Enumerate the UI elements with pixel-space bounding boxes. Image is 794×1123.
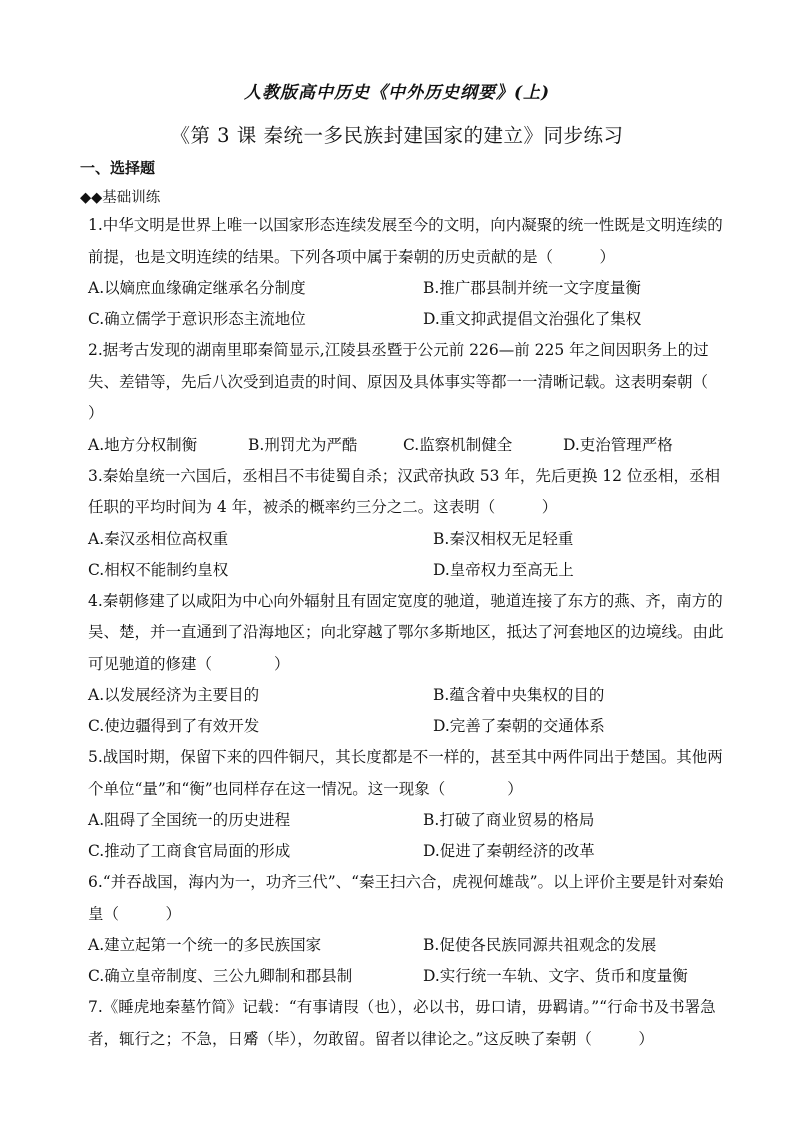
option-d[interactable]: D.促进了秦朝经济的改革 xyxy=(423,842,595,860)
option-a[interactable]: A.阻碍了全国统一的历史进程 xyxy=(88,811,291,829)
series-title: 人教版高中历史《中外历史纲要》(上) xyxy=(243,83,551,103)
section-heading: 一、选择题 xyxy=(80,159,156,177)
option-b[interactable]: B.促使各民族同源共祖观念的发展 xyxy=(423,936,657,954)
option-group xyxy=(88,430,728,461)
option-b[interactable]: B.刑罚尤为严酷 xyxy=(248,435,358,454)
subsection-heading: ◆◆基础训练 xyxy=(80,190,161,206)
option-c[interactable]: C.监察机制健全 xyxy=(403,435,513,454)
option-b[interactable]: B.打破了商业贸易的格局 xyxy=(423,811,595,829)
question-stem: 3.秦始皇统一六国后，丞相吕不韦徒蜀自杀；汉武帝执政 53 年，先后更换 12 位丞相，丞相任职的平均时间为 4 年，被杀的概率约三分之二。这表明（ ） xyxy=(88,466,720,516)
option-a[interactable]: A.以发展经济为主要目的 xyxy=(88,686,260,704)
question-stem: 5.战国时期，保留下来的四件铜尺，其长度都是不一样的，甚至其中两件同出于楚国。其他两个单位“量”和“衡”也同样存在这一情况。这一现象（ ） xyxy=(88,748,723,798)
option-a[interactable]: A.地方分权制衡 xyxy=(88,435,198,454)
question-6 xyxy=(88,867,728,992)
option-c[interactable]: C.确立皇帝制度、三公九卿制和郡县制 xyxy=(88,967,353,985)
option-d[interactable]: D.吏治管理严格 xyxy=(563,435,673,454)
question-3 xyxy=(88,461,728,586)
option-c[interactable]: C.相权不能制约皇权 xyxy=(88,560,229,579)
option-group xyxy=(88,273,728,335)
question-7 xyxy=(88,992,728,1055)
option-b[interactable]: B.蕴含着中央集权的目的 xyxy=(433,686,605,704)
lesson-title: 《第 3 课 秦统一多民族封建国家的建立》同步练习 xyxy=(170,124,624,147)
question-list xyxy=(88,210,755,1055)
question-4 xyxy=(88,586,728,743)
question-stem: 7.《睡虎地秦墓竹简》记载：“有事请叚（也），必以书，毋口请，毋羁请。”“行命书及书署急者，辄行之；不急，日觱（毕），勿敢留。留者以律论之。”这反映了秦朝（ ） xyxy=(88,998,716,1048)
option-group xyxy=(88,680,728,742)
question-2 xyxy=(88,335,755,461)
option-a[interactable]: A.建立起第一个统一的多民族国家 xyxy=(88,936,322,954)
option-group xyxy=(88,805,728,867)
option-b[interactable]: B.秦汉相权无足轻重 xyxy=(433,529,574,548)
option-group xyxy=(88,524,728,586)
option-d[interactable]: D.重文抑武提倡文治强化了集权 xyxy=(423,310,642,328)
option-d[interactable]: D.皇帝权力至高无上 xyxy=(433,560,574,579)
option-d[interactable]: D.完善了秦朝的交通体系 xyxy=(433,717,605,735)
question-stem: 1.中华文明是世界上唯一以国家形态连续发展至今的文明，向内凝聚的统一性既是文明连续的前提，也是文明连续的结果。下列各项中属于秦朝的历史贡献的是（ ） xyxy=(88,216,723,266)
question-stem: 2.据考古发现的湖南里耶秦简显示,江陵县丞暨于公元前 226—前 225 年之间因职务上的过失、差错等，先后八次受到追责的时间、原因及具体事实等都一一清晰记载。这表明秦朝（ ） xyxy=(88,341,755,422)
question-1 xyxy=(88,210,728,335)
option-c[interactable]: C.确立儒学于意识形态主流地位 xyxy=(88,310,306,328)
question-stem: 4.秦朝修建了以咸阳为中心向外辐射且有固定宽度的驰道，驰道连接了东方的燕、齐，南方的吴、楚，并一直通到了沿海地区；向北穿越了鄂尔多斯地区，抵达了河套地区的边境线。由此可见驰道的修建（ ） xyxy=(88,591,724,673)
option-group xyxy=(88,930,728,992)
option-a[interactable]: A.秦汉丞相位高权重 xyxy=(88,529,229,548)
question-stem: 6.“并吞战国，海内为一，功齐三代”、“秦王扫六合，虎视何雄哉”。以上评价主要是针对秦始皇（ ） xyxy=(88,873,724,923)
option-d[interactable]: D.实行统一车轨、文字、货币和度量衡 xyxy=(423,967,688,985)
option-b[interactable]: B.推广郡县制并统一文字度量衡 xyxy=(423,279,641,297)
option-c[interactable]: C.推动了工商食官局面的形成 xyxy=(88,842,291,860)
option-a[interactable]: A.以嫡庶血缘确定继承名分制度 xyxy=(88,279,306,297)
option-c[interactable]: C.使边疆得到了有效开发 xyxy=(88,717,260,735)
question-5 xyxy=(88,742,728,867)
